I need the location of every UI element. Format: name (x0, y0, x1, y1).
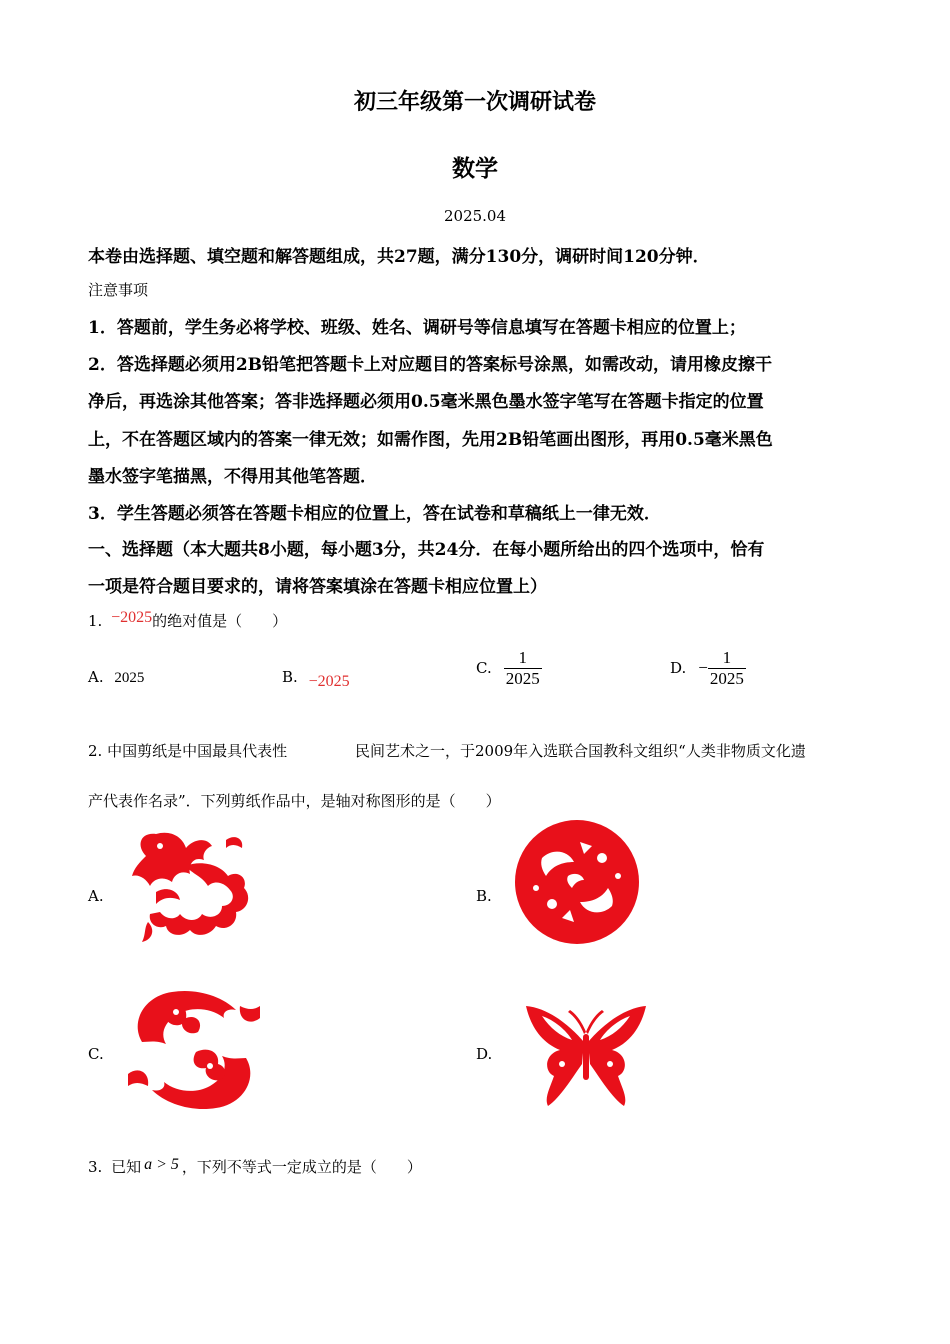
fraction (708, 648, 746, 689)
notice-2-line-4: 墨水签字笔描黑，不得用其他笔答题． (88, 467, 377, 487)
notice-3: 3．学生答题必须答在答题卡相应的位置上，答在试卷和草稿纸上一律无效． (88, 504, 661, 524)
option-label: D. (670, 659, 687, 677)
q1-option-d[interactable] (670, 643, 746, 693)
q2-option-d-label[interactable]: D. (476, 1045, 493, 1063)
butterfly-papercut-image[interactable] (520, 1002, 652, 1110)
notice-2-line-1: 2．答选择题必须用2B铅笔把答题卡上对应题目的答案标号涂黑，如需改动，请用橡皮擦干 (88, 355, 773, 375)
q1-option-c[interactable] (476, 643, 542, 693)
exam-date: 2025.04 (443, 207, 507, 225)
fraction-denominator: 2025 (505, 668, 540, 688)
option-value: 2025 (114, 670, 145, 686)
notice-title: 注意事项 (88, 281, 149, 299)
question-2-line-2: 产代表作名录”．下列剪纸作品中，是轴对称图形的是（ ） (88, 792, 501, 810)
question-2-line-1a: 2. 中国剪纸是中国最具代表性 (88, 742, 288, 760)
option-label: C. (476, 659, 492, 677)
exam-title: 初三年级第一次调研试卷 (353, 89, 596, 115)
question-1 (88, 609, 287, 631)
question-2-line-1b: 民间艺术之一，于2009年入选联合国教科文组织“人类非物质文化遗 (355, 742, 806, 760)
q1-option-b[interactable] (282, 668, 350, 691)
q2-option-b-label[interactable]: B. (476, 887, 492, 905)
question-3-prefix: 已知 (111, 1158, 142, 1176)
intro-text: 本卷由选择题、填空题和解答题组成，共27题，满分130分，调研时间120分钟． (88, 247, 710, 267)
question-3-number: 3. (88, 1158, 103, 1176)
question-3 (88, 1156, 422, 1177)
notice-2-line-2: 净后，再选涂其他答案；答非选择题必须用0.5毫米黑色墨水签字笔写在答题卡指定的位置 (88, 392, 764, 412)
option-label: A. (88, 668, 104, 686)
question-3-suffix: ，下列不等式一定成立的是（ ） (181, 1158, 422, 1176)
option-label: B. (282, 668, 298, 686)
subject-title: 数学 (452, 155, 498, 182)
section-1-line-2: 一项是符合题目要求的，请将答案填涂在答题卡相应位置上） (88, 577, 547, 597)
fish-circle-papercut-image[interactable] (512, 818, 642, 946)
question-3-condition: a > 5 (144, 1156, 179, 1173)
fraction-numerator: 1 (518, 647, 527, 667)
q2-option-c-label[interactable]: C. (88, 1045, 104, 1063)
option-value: −2025 (308, 673, 350, 690)
section-1-line-1: 一、选择题（本大题共8小题，每小题3分，共24分．在每小题所给出的四个选项中，恰有 (88, 540, 765, 560)
dragon-papercut-image[interactable] (126, 826, 256, 944)
q1-option-a[interactable] (88, 668, 144, 687)
fraction-numerator: 1 (722, 647, 732, 667)
minus-sign: − (698, 658, 708, 677)
question-1-number: 1. (88, 612, 103, 630)
fraction-denominator: 2025 (709, 668, 744, 688)
floral-papercut-image[interactable] (126, 986, 262, 1114)
question-1-expression: −2025 (111, 609, 153, 626)
notice-1: 1．答题前，学生务必将学校、班级、姓名、调研号等信息填写在答题卡相应的位置上； (88, 318, 746, 338)
fraction (504, 648, 542, 689)
question-1-text: 的绝对值是（ ） (152, 612, 288, 630)
q2-option-a-label[interactable]: A. (88, 887, 104, 905)
notice-2-line-3: 上，不在答题区域内的答案一律无效；如需作图，先用2B铅笔画出图形，再用0.5毫米黑色 (88, 430, 773, 450)
